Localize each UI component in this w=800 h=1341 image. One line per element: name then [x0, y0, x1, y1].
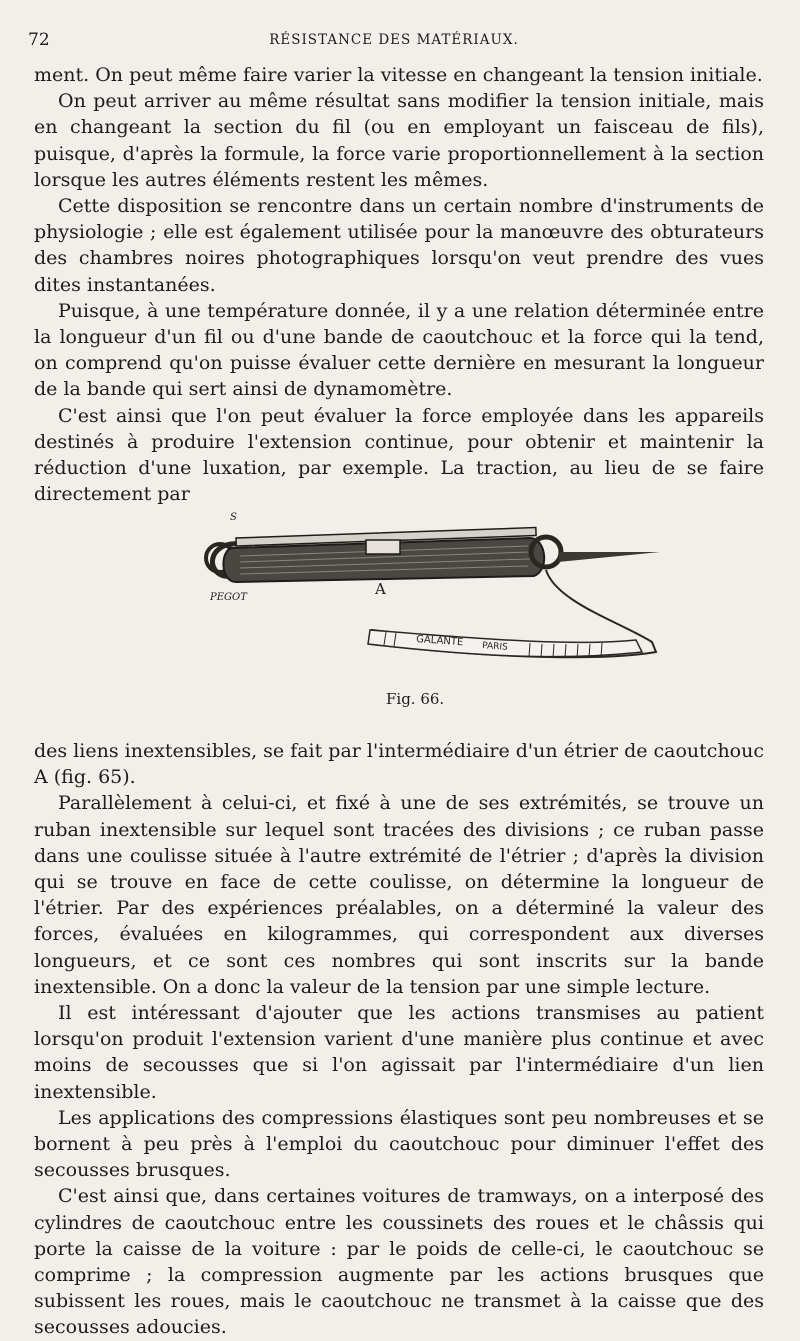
- paragraph: On peut arriver au même résultat sans modifier la tension initiale, mais en changeant la section du fil (ou en employant un faisceau de fils), puisque, d'après la formule, la force varie proportionnellement à la section lorsque les autres éléments restent les mêmes.: [34, 90, 764, 191]
- ribbon-label-2: PARIS: [481, 641, 509, 653]
- cord: [558, 552, 660, 562]
- running-title: RÉSISTANCE DES MATÉRIAUX.: [269, 32, 519, 48]
- figure-caption: Fig. 66.: [386, 690, 445, 708]
- paragraph: Les applications des compressions élastiques sont peu nombreuses et se bornent à peu près à l'emploi du caoutchouc pour diminuer l'effet des secousses brusques.: [34, 1106, 764, 1182]
- figure-66: [190, 512, 680, 712]
- slide-clip: [366, 540, 400, 554]
- figure-letter-a: A: [375, 580, 386, 598]
- page-number: 72: [28, 30, 50, 50]
- paragraph: Puisque, à une température donnée, il y a une relation déterminée entre la longueur d'un fil ou d'une bande de caoutchouc et la force qui la tend, on comprend qu'on puisse évaluer cette dernière en mesurant la longueur de la bande qui sert ainsi de dynamomètre.: [34, 299, 764, 401]
- paragraph: C'est ainsi que, dans certaines voitures de tramways, on a interposé des cylindres de caoutchouc entre les coussinets des roues et le châssis qui porte la caisse de la voiture : par le poids de celle-ci, le caoutchouc se comprime ; la compression augmente par les actions brusques que subissent les roues, mais le caoutchouc ne transmet à la caisse que des secousses adoucies.: [34, 1185, 764, 1339]
- page-header: [28, 30, 760, 56]
- text-block-top: [34, 62, 764, 507]
- dynamometer-illustration: [190, 512, 680, 687]
- ribbon-label-1: GALANTE: [415, 634, 464, 649]
- paragraph: Cette disposition se rencontre dans un certain nombre d'instruments de physiologie ; elle est également utilisée pour la manœuvre des obturateurs des chambres noires photographiques lorsqu'on veut prendre des vues dites instantanées.: [34, 195, 764, 296]
- paragraph: C'est ainsi que l'on peut évaluer la force employée dans les appareils destinés à produire l'extension continue, pour obtenir et maintenir la réduction d'une luxation, par exemple. La traction, au lieu de se faire directement par: [34, 404, 764, 506]
- paragraph: ment. On peut même faire varier la vitesse en changeant la tension initiale.: [34, 64, 763, 86]
- engraver-signature: PEGOT: [210, 592, 247, 603]
- figure-letter-s: S: [230, 512, 237, 523]
- paragraph: Il est intéressant d'ajouter que les actions transmises au patient lorsqu'on produit l'extension varient d'une manière plus continue et avec moins de secousses que si l'on agissait par l'intermédiaire d'un lien inextensible.: [34, 1002, 764, 1103]
- paragraph: des liens inextensibles, se fait par l'intermédiaire d'un étrier de caoutchouc A (fig. 65).: [34, 740, 764, 789]
- paragraph: Parallèlement à celui-ci, et fixé à une de ses extrémités, se trouve un ruban inextensible sur lequel sont tracées des divisions ; ce ruban passe dans une coulisse située à l'autre extrémité de l'étrier ; d'après la division qui se trouve en face de cette coulisse, on détermine la longueur de l'étrier. Par des expériences préalables, on a déterminé la valeur des forces, évaluées en kilogrammes, qui correspondent aux diverses longueurs, et ce sont ces nombres qui sont inscrits sur la bande inextensible. On a donc la valeur de la tension par une simple lecture.: [34, 792, 764, 998]
- text-block-bottom: [34, 738, 764, 1341]
